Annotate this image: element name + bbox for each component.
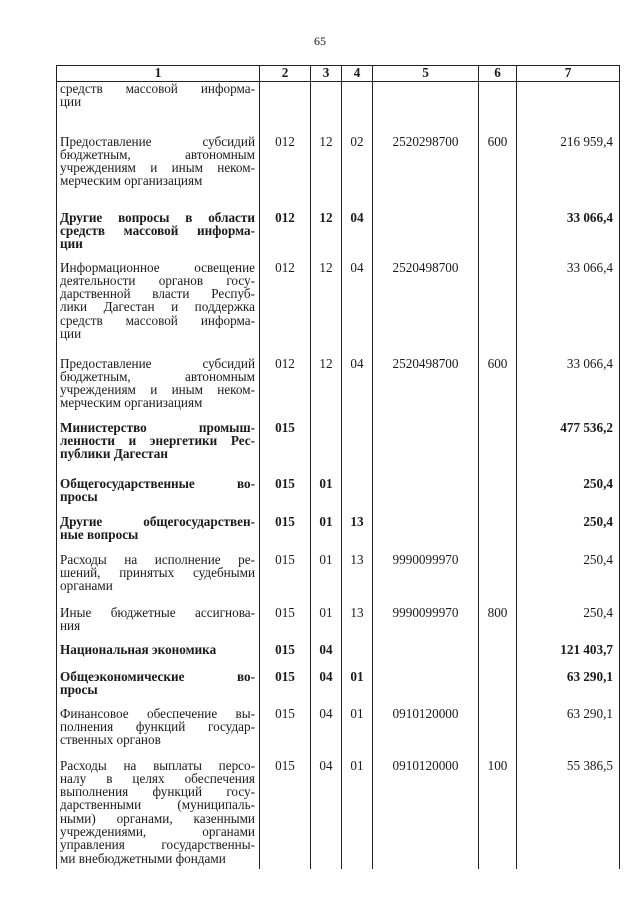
row-code-target <box>373 670 479 707</box>
row-code-admin: 015 <box>260 553 311 606</box>
row-name <box>57 643 260 670</box>
col-header-7: 7 <box>517 66 620 82</box>
col-header-2: 2 <box>260 66 311 82</box>
row-code-expense-type <box>479 553 517 606</box>
row-name-line: ными) органами, казенными <box>60 810 255 826</box>
row-code-section <box>311 82 342 135</box>
row-code-target <box>373 82 479 135</box>
table-row <box>57 670 620 707</box>
table-body <box>57 82 620 869</box>
row-code-expense-type <box>479 643 517 670</box>
row-code-admin: 015 <box>260 421 311 477</box>
row-code-admin: 015 <box>260 759 311 869</box>
row-code-section: 01 <box>311 606 342 643</box>
row-name-line: учреждениям и иным неком- <box>60 160 255 176</box>
row-name-line: Информационное освещение <box>60 259 255 275</box>
row-amount: 250,4 <box>517 477 620 515</box>
row-amount: 33 066,4 <box>517 261 620 357</box>
row-code-expense-type <box>479 82 517 135</box>
row-name-line: Расходы на выплаты персо- <box>60 757 255 773</box>
row-amount: 33 066,4 <box>517 357 620 421</box>
row-code-section: 12 <box>311 261 342 357</box>
row-name-line: дарственной власти Респуб- <box>60 286 255 302</box>
row-code-admin: 015 <box>260 643 311 670</box>
row-code-section: 04 <box>311 759 342 869</box>
row-code-target <box>373 477 479 515</box>
row-name-line: Расходы на исполнение ре- <box>60 551 255 567</box>
row-name-line: средств массовой информа- <box>60 81 255 96</box>
row-name <box>57 421 260 477</box>
row-code-section: 01 <box>311 553 342 606</box>
row-code-expense-type <box>479 477 517 515</box>
row-code-subsection: 04 <box>342 357 373 421</box>
row-name-line: просы <box>60 488 98 504</box>
row-name-line: дарственными (муниципаль- <box>60 797 255 813</box>
row-code-section: 04 <box>311 670 342 707</box>
row-name-line: ции <box>60 325 82 341</box>
table-row <box>57 553 620 606</box>
row-code-subsection: 04 <box>342 261 373 357</box>
row-code-section: 12 <box>311 357 342 421</box>
row-code-subsection: 13 <box>342 515 373 553</box>
row-amount <box>517 82 620 135</box>
table-row <box>57 759 620 869</box>
row-code-admin: 015 <box>260 477 311 515</box>
row-name <box>57 707 260 759</box>
row-name-line: учреждениям и иным неком- <box>60 382 255 398</box>
row-code-target: 9990099970 <box>373 553 479 606</box>
row-name-line: Предоставление субсидий <box>60 355 255 371</box>
row-name <box>57 82 260 135</box>
col-header-4: 4 <box>342 66 373 82</box>
row-name-line: Другие общегосударствен- <box>60 513 255 529</box>
row-name-line: ции <box>60 94 82 110</box>
row-name-line: ции <box>60 236 83 252</box>
row-code-subsection <box>342 421 373 477</box>
row-name <box>57 261 260 357</box>
row-name-line: налу в целях обеспечения <box>60 770 255 786</box>
row-name-line: Министерство промыш- <box>60 419 255 435</box>
row-code-target <box>373 421 479 477</box>
row-name-line: Общегосударственные во- <box>60 475 255 491</box>
row-name-line: ния <box>60 617 81 633</box>
row-name-line: ные вопросы <box>60 526 139 542</box>
row-code-admin: 012 <box>260 211 311 261</box>
row-name-line: органами <box>60 578 113 594</box>
row-name-line: управления государственны- <box>60 837 255 853</box>
budget-table <box>56 65 620 869</box>
row-name <box>57 357 260 421</box>
row-code-expense-type <box>479 261 517 357</box>
row-code-subsection: 01 <box>342 707 373 759</box>
table-row <box>57 211 620 261</box>
row-name-line: бюджетным, автономным <box>60 368 255 384</box>
table-row <box>57 357 620 421</box>
row-code-admin: 015 <box>260 606 311 643</box>
row-name <box>57 477 260 515</box>
row-name-line: мерческим организациям <box>60 173 203 189</box>
row-code-admin: 012 <box>260 135 311 211</box>
row-name <box>57 670 260 707</box>
row-code-subsection: 02 <box>342 135 373 211</box>
row-amount: 33 066,4 <box>517 211 620 261</box>
row-name <box>57 759 260 869</box>
row-name-line: Национальная экономика <box>60 641 217 657</box>
col-header-3: 3 <box>311 66 342 82</box>
row-code-admin: 015 <box>260 670 311 707</box>
row-code-admin: 015 <box>260 707 311 759</box>
row-amount: 63 290,1 <box>517 707 620 759</box>
row-code-section: 12 <box>311 211 342 261</box>
row-code-target <box>373 515 479 553</box>
row-name-line: учреждениями, органами <box>60 823 255 839</box>
row-name-line: ми внебюджетными фондами <box>60 850 226 866</box>
row-code-subsection <box>342 82 373 135</box>
row-code-expense-type: 600 <box>479 357 517 421</box>
row-code-target: 2520498700 <box>373 261 479 357</box>
row-code-target: 9990099970 <box>373 606 479 643</box>
row-name <box>57 606 260 643</box>
row-name <box>57 515 260 553</box>
row-code-subsection: 04 <box>342 211 373 261</box>
row-code-subsection: 13 <box>342 606 373 643</box>
row-code-section: 12 <box>311 135 342 211</box>
row-code-subsection: 01 <box>342 759 373 869</box>
row-name-line: выполнения функций госу- <box>60 784 255 800</box>
row-amount: 250,4 <box>517 606 620 643</box>
table-row <box>57 477 620 515</box>
table-row <box>57 515 620 553</box>
row-code-subsection <box>342 477 373 515</box>
row-code-subsection <box>342 643 373 670</box>
row-code-target: 2520498700 <box>373 357 479 421</box>
row-name-line: Предоставление субсидий <box>60 133 255 149</box>
row-code-target: 0910120000 <box>373 759 479 869</box>
row-code-admin: 012 <box>260 261 311 357</box>
row-name-line: Иные бюджетные ассигнова- <box>60 604 255 620</box>
row-code-section: 04 <box>311 643 342 670</box>
row-code-target <box>373 643 479 670</box>
row-code-expense-type: 100 <box>479 759 517 869</box>
row-name-line: Другие вопросы в области <box>60 209 255 225</box>
table-row <box>57 261 620 357</box>
row-name-line: ленности и энергетики Рес- <box>60 432 255 448</box>
row-code-admin: 015 <box>260 515 311 553</box>
row-code-expense-type: 800 <box>479 606 517 643</box>
row-code-subsection: 01 <box>342 670 373 707</box>
table-row <box>57 707 620 759</box>
row-amount: 250,4 <box>517 553 620 606</box>
row-code-section: 01 <box>311 477 342 515</box>
table-row <box>57 82 620 135</box>
row-name <box>57 135 260 211</box>
table-row <box>57 421 620 477</box>
row-code-subsection: 13 <box>342 553 373 606</box>
row-name-line: лики Дагестан и поддержка <box>60 299 255 315</box>
col-header-6: 6 <box>479 66 517 82</box>
row-name-line: Общеэкономические во- <box>60 668 255 684</box>
row-code-section: 04 <box>311 707 342 759</box>
row-code-expense-type <box>479 421 517 477</box>
row-code-expense-type <box>479 707 517 759</box>
row-code-expense-type: 600 <box>479 135 517 211</box>
row-name-line: просы <box>60 681 98 697</box>
row-name-line: мерческим организациям <box>60 395 203 411</box>
row-name-line: деятельности органов госу- <box>60 272 255 288</box>
row-name-line: средств массовой информа- <box>60 312 255 328</box>
row-code-expense-type <box>479 211 517 261</box>
row-name-line: полнения функций государ- <box>60 718 255 734</box>
col-header-5: 5 <box>373 66 479 82</box>
row-code-section: 01 <box>311 515 342 553</box>
row-name-line: ственных органов <box>60 732 161 748</box>
row-amount: 250,4 <box>517 515 620 553</box>
table-row <box>57 135 620 211</box>
row-name <box>57 211 260 261</box>
row-code-target: 0910120000 <box>373 707 479 759</box>
row-code-target <box>373 211 479 261</box>
row-amount: 121 403,7 <box>517 643 620 670</box>
row-name-line: бюджетным, автономным <box>60 146 255 162</box>
table-row <box>57 606 620 643</box>
row-name <box>57 553 260 606</box>
row-code-expense-type <box>479 670 517 707</box>
page-number: 65 <box>314 34 326 48</box>
row-code-admin <box>260 82 311 135</box>
row-amount: 63 290,1 <box>517 670 620 707</box>
row-name-line: шений, принятых судебными <box>60 564 255 580</box>
row-name-line: средств массовой информа- <box>60 222 255 238</box>
row-code-admin: 012 <box>260 357 311 421</box>
row-code-section <box>311 421 342 477</box>
table-row <box>57 643 620 670</box>
row-amount: 55 386,5 <box>517 759 620 869</box>
row-amount: 477 536,2 <box>517 421 620 477</box>
row-code-target: 2520298700 <box>373 135 479 211</box>
row-name-line: Финансовое обеспечение вы- <box>60 705 255 721</box>
header-row <box>57 66 620 82</box>
row-name-line: публики Дагестан <box>60 446 168 462</box>
col-header-1: 1 <box>57 66 260 82</box>
row-code-expense-type <box>479 515 517 553</box>
row-amount: 216 959,4 <box>517 135 620 211</box>
